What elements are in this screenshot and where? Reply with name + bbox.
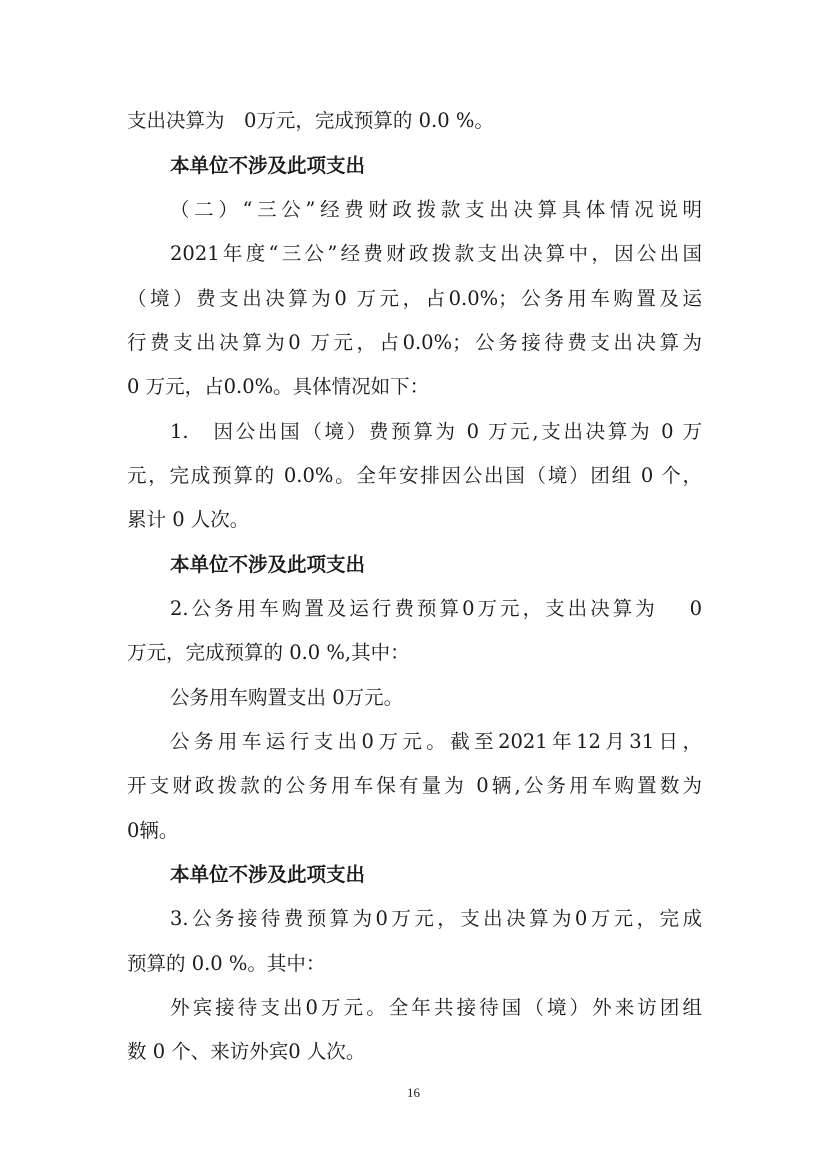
not-applicable-note-1: 本单位不涉及此项支出 — [170, 154, 366, 177]
foreign-guest-line-2: 数 0 个、来访外宾0 人次。 — [127, 1040, 366, 1063]
vehicle-purchase-line: 公务用车购置支出 0万元。 — [170, 686, 404, 709]
not-applicable-note-2: 本单位不涉及此项支出 — [170, 553, 366, 576]
vehicle-operation-line-1: 公务用车运行支出0万元。截至2021年12月31日， — [170, 730, 702, 753]
item-1-line-3: 累计 0 人次。 — [127, 508, 250, 531]
paragraph-line-2: （境）费支出决算为0 万元，占0.0%；公务用车购置及运 — [127, 287, 702, 310]
paragraph-line-1: 2021年度“三公”经费财政拨款支出决算中，因公出国 — [170, 242, 702, 265]
paragraph-line-4: 0 万元，占0.0%。具体情况如下： — [127, 375, 430, 398]
page-number: 16 — [407, 1085, 420, 1100]
item-1-line-1: 1. 因公出国（境）费预算为 0 万元,支出决算为 0 万 — [170, 420, 702, 443]
item-1-line-2: 元，完成预算的 0.0%。全年安排因公出国（境）团组 0 个， — [127, 464, 702, 487]
vehicle-operation-line-2: 开支财政拨款的公务用车保有量为 0辆,公务用车购置数为 — [127, 774, 702, 797]
section-heading: （二）“三公”经费财政拨款支出决算具体情况说明 — [170, 198, 702, 221]
paragraph-line-3: 行费支出决算为0 万元，占0.0%；公务接待费支出决算为 — [127, 331, 702, 354]
foreign-guest-line-1: 外宾接待支出0万元。全年共接待国（境）外来访团组 — [170, 996, 702, 1019]
not-applicable-note-3: 本单位不涉及此项支出 — [170, 863, 366, 886]
vehicle-operation-line-3: 0辆。 — [127, 819, 179, 842]
item-3-line-2: 预算的 0.0 %。其中： — [127, 952, 326, 975]
item-2-line-1: 2.公务用车购置及运行费预算0万元，支出决算为 0 — [170, 597, 702, 620]
item-2-line-2: 万元，完成预算的 0.0 %,其中： — [127, 641, 410, 664]
text-line-1: 支出决算为 0万元，完成预算的 0.0 %。 — [127, 109, 494, 132]
item-3-line-1: 3.公务接待费预算为0万元，支出决算为0万元，完成 — [170, 907, 702, 930]
